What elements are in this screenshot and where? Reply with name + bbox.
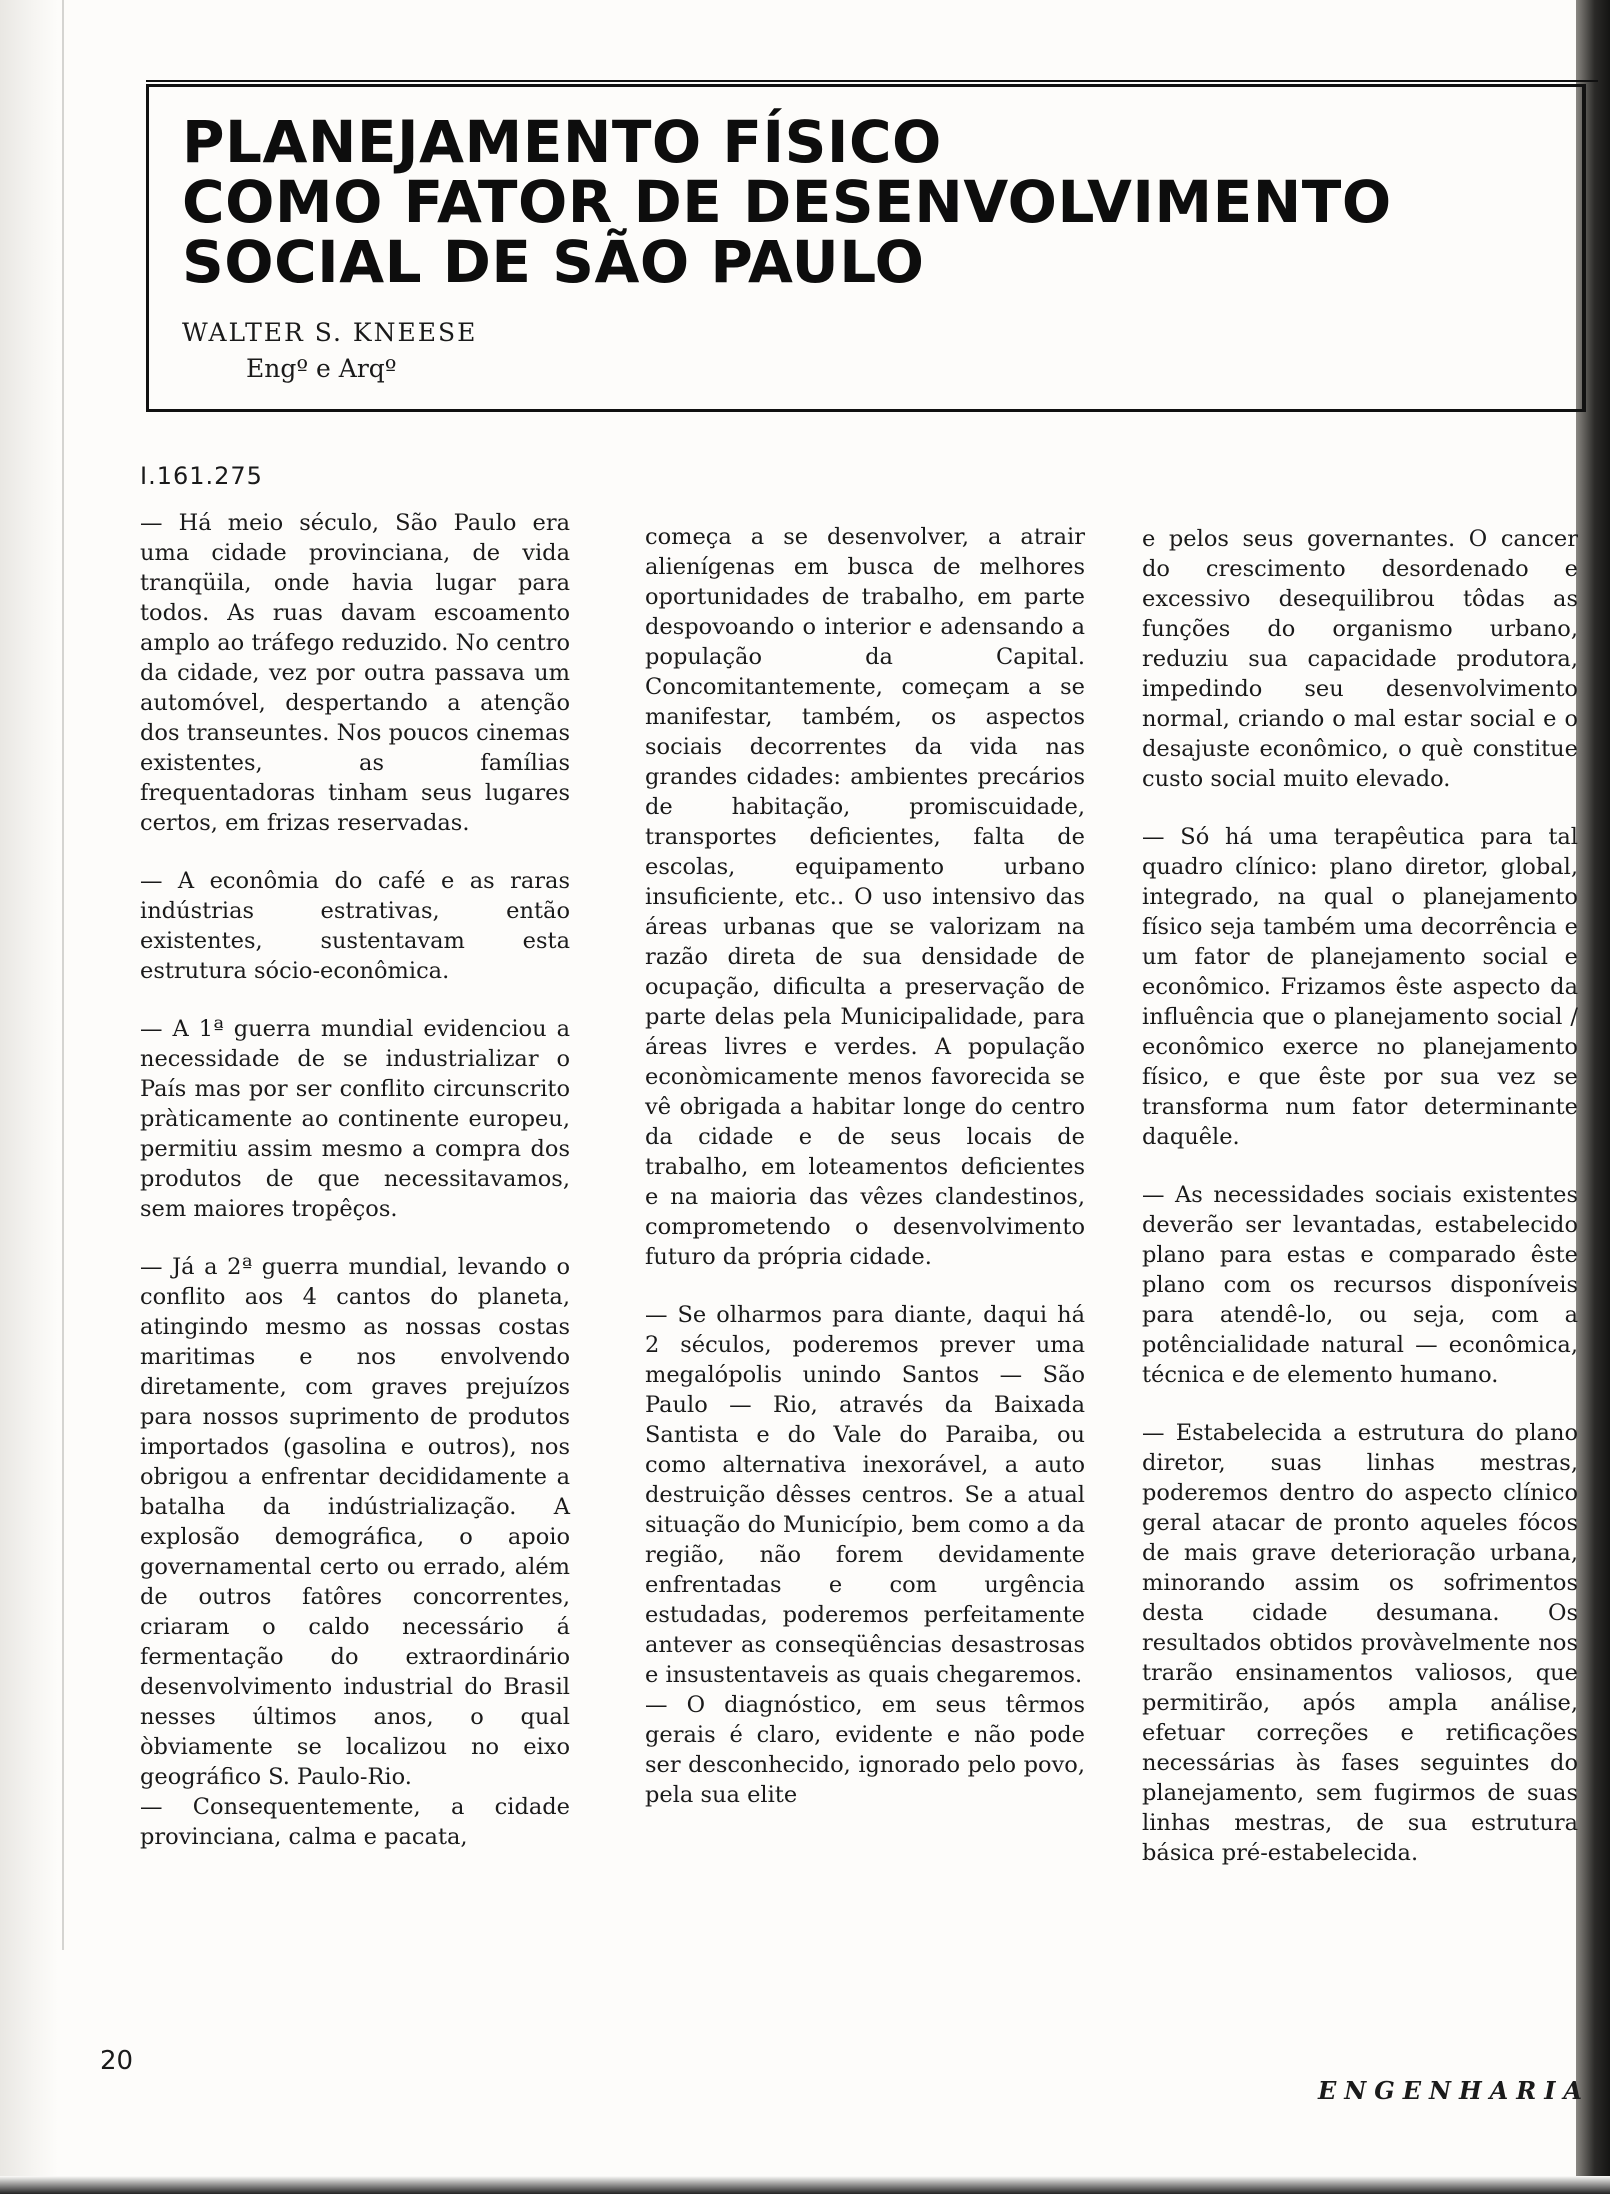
paragraph: — Há meio século, São Paulo era uma cidade provinciana, de vida tranqüila, onde havia lugar para todos. As ruas davam escoamento amplo ao tráfego reduzido. No centro da cidade, vez por outra passava um automóvel, despertando a atenção dos transeuntes. Nos poucos cinemas existentes, as famílias frequentadoras tinham seus lugares certos, em frizas reservadas.	[140, 510, 570, 836]
paragraph: e pelos seus governantes. O cancer do crescimento desordenado e excessivo desequilibrou tôdas as funções do organismo urbano, reduziu sua capacidade produtora, impedindo seu desenvolvimento normal, criando o mal estar social e o desajuste econômico, o què constitue custo social muito elevado.	[1142, 526, 1578, 792]
paragraph: — Se olharmos para diante, daqui há 2 séculos, poderemos prever uma megalópolis unindo Santos — São Paulo — Rio, através da Baixada Santista e do Vale do Paraiba, ou como alternativa inexorável, a auto destruição dêsses centros. Se a atual situação do Município, bem como a da região, não forem devidamente enfrentadas e com urgência estudadas, poderemos perfeitamente antever as conseqüências desastrosas e insustentaveis as quais chegaremos.	[645, 1302, 1085, 1688]
text-column-3	[1142, 524, 1578, 1868]
text-column-2	[645, 522, 1085, 1810]
paragraph: começa a se desenvolver, a atrair alienígenas em busca de melhores oportunidades de trabalho, em parte despovoando o interior e adensando a população da Capital. Concomitantemente, começam a se manifestar, também, os aspectos sociais decorrentes da vida nas grandes cidades: ambientes precários de habitação, promiscuidade, transportes deficientes, falta de escolas, equipamento urbano insuficiente, etc.. O uso intensivo das áreas urbanas que se valorizam na razão direta de sua densidade de ocupação, dificulta a preservação de parte delas pela Municipalidade, para áreas livres e verdes. A população econòmicamente menos favorecida se vê obrigada a habitar longe do centro da cidade e de seus locais de trabalho, em loteamentos deficientes e na maioria das vêzes clandestinos, comprometendo o desenvolvimento futuro da própria cidade.	[645, 524, 1085, 1270]
author-credentials: Engº e Arqº	[246, 354, 397, 383]
title-line: PLANEJAMENTO FÍSICO	[182, 108, 942, 176]
title-line: COMO FATOR DE DESENVOLVIMENTO	[182, 168, 1392, 236]
page-number: 20	[100, 2046, 134, 2076]
header-rule	[146, 80, 1598, 82]
paragraph: — Só há uma terapêutica para tal quadro clínico: plano diretor, global, integrado, na qual o planejamento físico seja também uma decorrência e um fator de planejamento social e econômico. Frizamos êste aspecto da influência que o planejamento social / econômico exerce no planejamento físico, e que êste por sua vez se transforma num fator determinante daquêle.	[1142, 824, 1578, 1150]
title-line: SOCIAL DE SÃO PAULO	[182, 228, 925, 296]
paragraph: — As necessidades sociais existentes deverão ser levantadas, estabelecido plano para estas e comparado êste plano com os recursos disponíveis para atendê-lo, ou seja, com a potêncialidade natural — econômica, técnica e de elemento humano.	[1142, 1182, 1578, 1388]
paragraph: — A econômia do café e as raras indústrias estrativas, então existentes, sustentavam esta estrutura sócio-econômica.	[140, 868, 570, 984]
text-column-1	[140, 508, 570, 1852]
paragraph: — Estabelecida a estrutura do plano diretor, suas linhas mestras, poderemos dentro do aspecto clínico geral atacar de pronto aqueles fócos de mais grave deterioração urbana, minorando assim os sofrimentos desta cidade desumana. Os resultados obtidos provàvelmente nos trarão ensinamentos valiosos, que permitirão, após ampla análise, efetuar correções e retificações necessárias às fases seguintes do planejamento, sem fugirmos de suas linhas mestras, de sua estrutura básica pré-estabelecida.	[1142, 1420, 1578, 1866]
scan-shadow-left	[0, 0, 58, 2194]
author-name: WALTER S. KNEESE	[182, 318, 478, 347]
paragraph: — Já a 2ª guerra mundial, levando o conflito aos 4 cantos do planeta, atingindo mesmo as nossas costas maritimas e nos envolvendo diretamente, com graves prejuízos para nossos suprimento de produtos importados (gasolina e outros), nos obrigou a enfrentar decididamente a batalha da indústrialização. A explosão demográfica, o apoio governamental certo ou errado, além de outros fatôres concorrentes, criaram o caldo necessário á fermentação do extraordinário desenvolvimento industrial do Brasil nesses últimos anos, o qual òbviamente se localizou no eixo geográfico S. Paulo-Rio.	[140, 1254, 570, 1790]
catalog-number: I.161.275	[140, 462, 263, 490]
article-title	[182, 108, 1392, 296]
scan-shadow-bottom	[0, 2176, 1610, 2194]
journal-name: ENGENHARIA	[1318, 2076, 1591, 2105]
paragraph: — Consequentemente, a cidade provinciana, calma e pacata,	[140, 1794, 570, 1850]
scan-fold-line	[62, 0, 64, 1950]
paragraph: — A 1ª guerra mundial evidenciou a necessidade de se industrializar o País mas por ser conflito circunscrito pràticamente ao continente europeu, permitiu assim mesmo a compra dos produtos de que necessitavamos, sem maiores tropêços.	[140, 1016, 570, 1222]
paragraph: — O diagnóstico, em seus têrmos gerais é claro, evidente e não pode ser desconhecido, ignorado pelo povo, pela sua elite	[645, 1692, 1085, 1808]
